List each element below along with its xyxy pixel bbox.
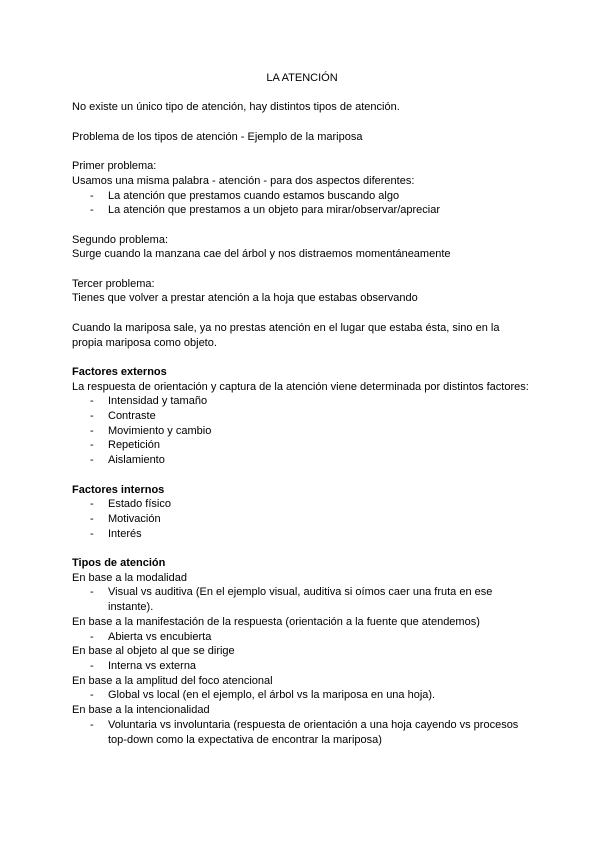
list-item: - La atención que prestamos a un objeto para mirar/observar/apreciar [72,203,532,218]
section-segundo-problema [72,233,532,262]
intro-paragraph: No existe un único tipo de atención, hay distintos tipos de atención. [72,101,400,114]
list-item: - Voluntaria vs involuntaria (respuesta de orientación a una hoja cayendo vs procesos top-down como la expectativa de encontrar la mariposa) [72,718,532,747]
list-item: - Repetición [72,438,532,453]
section-heading: Segundo problema: [72,233,169,246]
list-item: - Visual vs auditiva (En el ejemplo visual, auditiva si oímos caer una fruta en ese instante). [72,585,532,614]
list-item: - Contraste [72,409,532,424]
section-text: Usamos una misma palabra - atención - para dos aspectos diferentes: [72,174,415,187]
list-item: - Abierta vs encubierta [72,630,532,645]
list-item: - Interés [72,527,532,542]
group-label: En base al objeto al que se dirige [72,645,235,658]
section-heading: Primer problema: [72,160,157,173]
section-text: Surge cuando la manzana cae del árbol y nos distraemos momentáneamente [72,248,451,261]
document-title: LA ATENCIÓN [266,72,338,84]
section-heading: Tercer problema: [72,277,155,290]
list-item: - Movimiento y cambio [72,424,532,439]
list-item: - Global vs local (en el ejemplo, el árbol vs la mariposa en una hoja). [72,688,532,703]
section-tercer-problema [72,277,532,306]
section-text: La respuesta de orientación y captura de la atención viene determinada por distintos factores: [72,380,529,393]
group-label: En base a la amplitud del foco atencional [72,674,273,687]
conclusion-paragraph: Cuando la mariposa sale, ya no prestas atención en el lugar que estaba ésta, sino en la propia mariposa como objeto. [72,321,500,349]
group-label: En base a la modalidad [72,571,187,584]
section-primer-problema [72,159,532,218]
section-text: Tienes que volver a prestar atención a la hoja que estabas observando [72,292,418,305]
list-item: - Estado físico [72,497,532,512]
list-item: - Intensidad y tamaño [72,394,532,409]
section-factores-externos [72,365,532,468]
section-tipos-atencion [72,556,532,747]
section-heading: Factores internos [72,483,165,496]
group-label: En base a la intencionalidad [72,704,210,717]
list-item: - La atención que prestamos cuando estamos buscando algo [72,189,532,204]
subtitle: Problema de los tipos de atención - Ejemplo de la mariposa [72,130,363,143]
group-label: En base a la manifestación de la respuesta (orientación a la fuente que atendemos) [72,615,480,628]
list-item: - Interna vs externa [72,659,532,674]
list-item: - Aislamiento [72,453,532,468]
section-heading: Factores externos [72,365,167,378]
document-page [72,71,532,747]
section-heading: Tipos de atención [72,557,166,570]
list-item: - Motivación [72,512,532,527]
section-factores-internos [72,483,532,542]
